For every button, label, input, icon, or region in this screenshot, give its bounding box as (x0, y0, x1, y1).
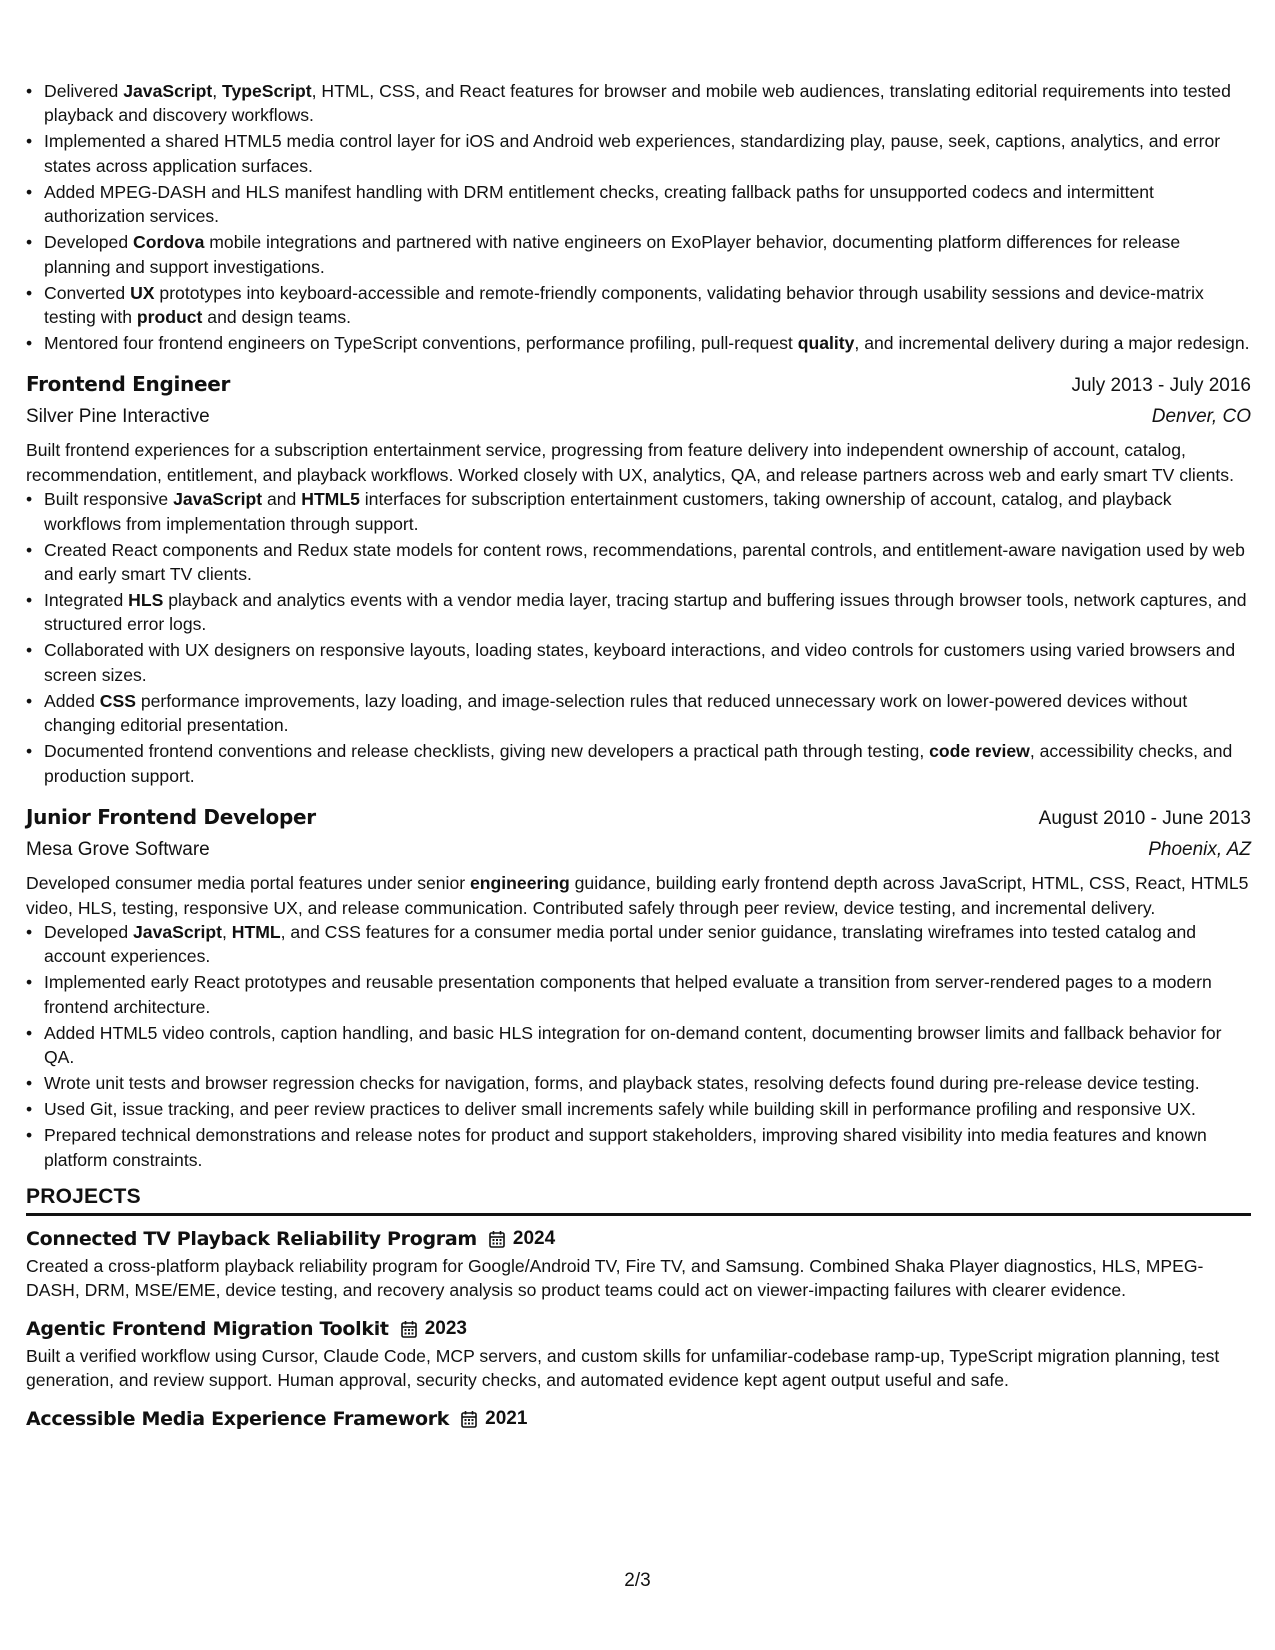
job-summary: Developed consumer media portal features under senior engineering guidance, building early frontend depth across JavaScript, HTML, CSS, React, HTML5 video, HLS, testing, responsive UX, and release communication. Contributed safely through peer review, device testing, and incremental delivery. (26, 873, 1249, 918)
bold-keyword: JavaScript (173, 489, 263, 510)
bold-keyword: JavaScript (133, 921, 223, 942)
job-dates: August 2010 - June 2013 (1038, 808, 1251, 830)
project-entry (26, 1224, 1251, 1303)
project-description: Built a verified workflow using Cursor, Claude Code, MCP servers, and custom skills for unfamiliar-codebase ramp-up, TypeScript migration planning, test generation, and review support. Human approval, security checks, and automated evidence kept agent output useful and safe. (26, 1345, 1220, 1391)
calendar-icon (461, 1410, 477, 1428)
bold-keyword: UX (130, 282, 155, 303)
job-location: Phoenix, AZ (1148, 839, 1251, 861)
bold-keyword: CSS (99, 690, 136, 711)
company-name: Mesa Grove Software (26, 839, 210, 861)
resume-page (26, 79, 1251, 1434)
bullet-item: • Collaborated with UX designers on responsive layouts, loading states, keyboard interactions, and video controls for customers using varied browsers and screen sizes. (26, 638, 1251, 687)
job-title: Junior Frontend Developer (26, 805, 316, 830)
job-bullet-list (26, 487, 1251, 788)
job-summary: Built frontend experiences for a subscription entertainment service, progressing from feature delivery into independent ownership of account, catalog, recommendation, entitlement, and playback workflows. Worked closely with UX, analytics, QA, and release partners across web and early smart TV clients. (26, 440, 1234, 485)
bold-keyword: product (136, 307, 203, 328)
bold-keyword: Cordova (133, 232, 205, 253)
calendar-icon (489, 1230, 505, 1248)
page-number: 2/3 (624, 1570, 651, 1591)
calendar-icon (401, 1320, 417, 1338)
bullet-item: • Added MPEG-DASH and HLS manifest handling with DRM entitlement checks, creating fallback paths for unsupported codecs and intermittent authorization services. (26, 180, 1251, 229)
project-title: Agentic Frontend Migration Toolkit (26, 1317, 389, 1340)
bullet-item: • Integrated HLS playback and analytics events with a vendor media layer, tracing startup and buffering issues through browser tools, network captures, and structured error logs. (26, 588, 1251, 637)
job-entry-frontend-engineer (26, 368, 1251, 788)
bullet-item: • Developed JavaScript, HTML, and CSS features for a consumer media portal under senior guidance, translating wireframes into tested catalog and account experiences. (26, 920, 1251, 969)
bold-keyword: engineering (470, 873, 570, 894)
bold-keyword: JavaScript (123, 81, 213, 101)
job-bullet-list (26, 920, 1251, 1172)
project-title: Accessible Media Experience Framework (26, 1407, 450, 1430)
project-title: Connected TV Playback Reliability Program (26, 1227, 477, 1250)
bold-keyword: code review (929, 741, 1030, 762)
bullet-item: • Implemented early React prototypes and reusable presentation components that helped evaluate a transition from server-rendered pages to a modern frontend architecture. (26, 970, 1251, 1019)
bullet-item: • Used Git, issue tracking, and peer review practices to deliver small increments safely while building skill in performance profiling and responsive UX. (26, 1097, 1251, 1121)
continued-bullet-list (26, 79, 1251, 355)
job-dates: July 2013 - July 2016 (1071, 375, 1251, 397)
bullet-item: • Created React components and Redux state models for content rows, recommendations, parental controls, and entitlement-aware navigation used by web and early smart TV clients. (26, 538, 1251, 587)
job-entry-junior-frontend-developer (26, 801, 1251, 1172)
bullet-item: • Built responsive JavaScript and HTML5 interfaces for subscription entertainment customers, taking ownership of account, catalog, and playback workflows from implementation through support. (26, 487, 1251, 536)
bullet-item: • Developed Cordova mobile integrations and partnered with native engineers on ExoPlayer behavior, documenting platform differences for release planning and support investigations. (26, 230, 1251, 279)
bullet-item: • Converted UX prototypes into keyboard-accessible and remote-friendly components, validating behavior through usability sessions and device-matrix testing with product and design teams. (26, 281, 1251, 330)
bullet-item: • Documented frontend conventions and release checklists, giving new developers a practical path through testing, code review, accessibility checks, and production support. (26, 739, 1251, 788)
bullet-item: • Added HTML5 video controls, caption handling, and basic HLS integration for on-demand content, documenting browser limits and fallback behavior for QA. (26, 1021, 1251, 1070)
section-title: PROJECTS (26, 1184, 141, 1208)
job-location: Denver, CO (1151, 406, 1251, 428)
bullet-item: • Added CSS performance improvements, lazy loading, and image-selection rules that reduced unnecessary work on lower-powered devices without changing editorial presentation. (26, 689, 1251, 738)
project-description: Created a cross-platform playback reliability program for Google/Android TV, Fire TV, and Samsung. Combined Shaka Player diagnostics, HLS, MPEG-DASH, DRM, MSE/EME, device testing, and recovery analysis so product teams could act on viewer-impacting failures with clearer evidence. (26, 1255, 1204, 1301)
bold-keyword: HTML (231, 921, 281, 942)
bullet-item: • Wrote unit tests and browser regression checks for navigation, forms, and playback states, resolving defects found during pre-release device testing. (26, 1071, 1251, 1095)
job-title: Frontend Engineer (26, 372, 231, 397)
bold-keyword: HLS (128, 590, 164, 611)
project-entry (26, 1314, 1251, 1393)
bullet-item: • Prepared technical demonstrations and release notes for product and support stakeholders, improving shared visibility into media features and known platform constraints. (26, 1123, 1251, 1172)
company-name: Silver Pine Interactive (26, 406, 210, 428)
project-year: 2023 (424, 1317, 467, 1339)
project-entry (26, 1404, 1251, 1434)
bullet-item: • Delivered JavaScript, TypeScript, HTML, CSS, and React features for browser and mobile web audiences, translating editorial requirements into tested playback and discovery workflows. (26, 79, 1251, 128)
bold-keyword: TypeScript (222, 81, 312, 101)
bold-keyword: HTML5 (301, 489, 360, 510)
project-year: 2021 (485, 1407, 528, 1429)
bullet-item: • Implemented a shared HTML5 media control layer for iOS and Android web experiences, standardizing play, pause, seek, captions, analytics, and error states across application surfaces. (26, 129, 1251, 178)
bullet-item: • Mentored four frontend engineers on TypeScript conventions, performance profiling, pull-request quality, and incremental delivery during a major redesign. (26, 331, 1251, 355)
projects-section-header (26, 1182, 1251, 1216)
projects-list (26, 1224, 1251, 1434)
project-year: 2024 (512, 1227, 556, 1249)
bold-keyword: quality (797, 333, 855, 354)
